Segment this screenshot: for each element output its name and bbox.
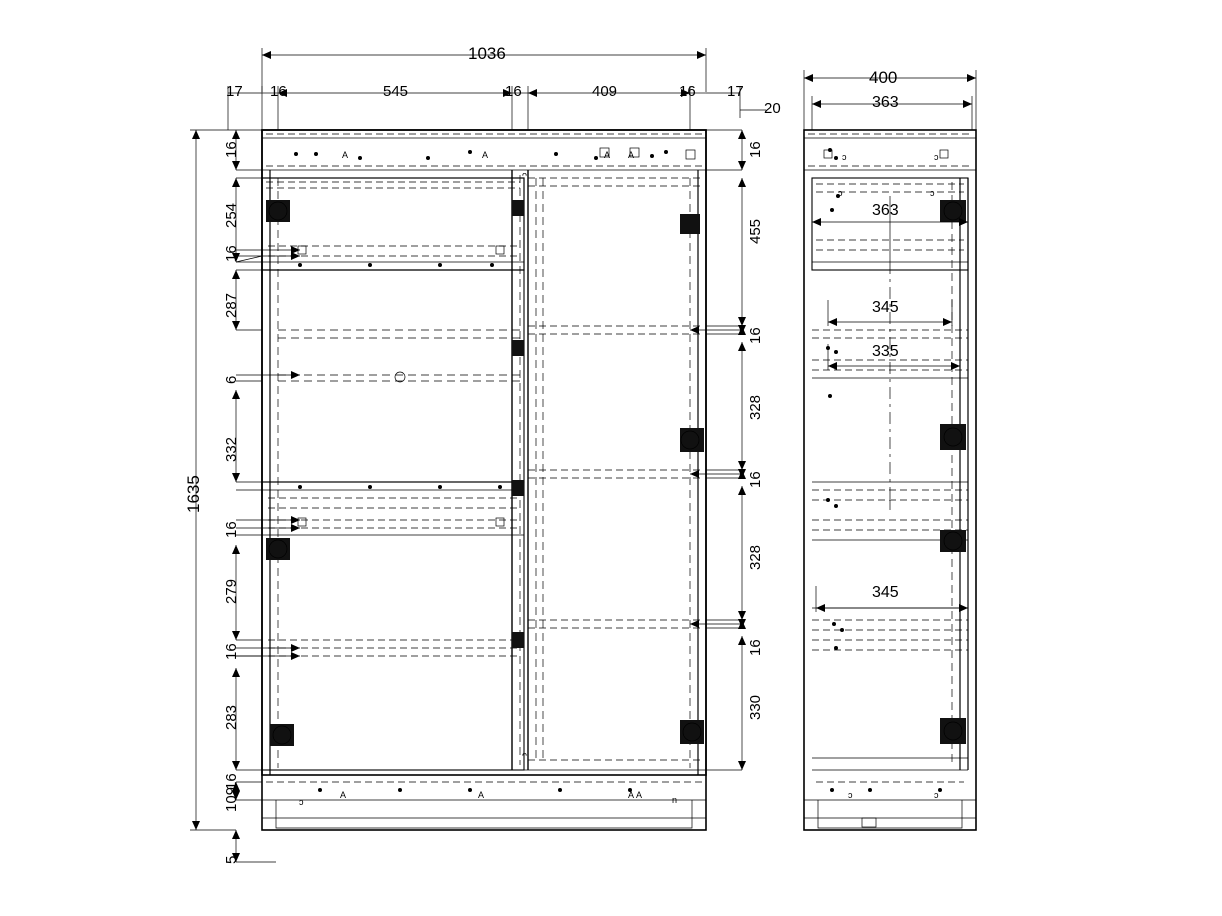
svg-text:ɔ: ɔ xyxy=(930,188,935,198)
dim-side-363-top: 363 xyxy=(872,94,899,111)
dim-top-16-c: 16 xyxy=(679,83,696,100)
svg-text:A: A xyxy=(636,790,643,800)
dim-left-5: 5 xyxy=(223,855,240,864)
dim-left-332: 332 xyxy=(223,436,240,462)
dim-offset-20: 20 xyxy=(764,100,781,117)
dim-left-16-a: 16 xyxy=(223,141,240,158)
svg-text:ɔ: ɔ xyxy=(838,188,843,198)
svg-text:ɔ: ɔ xyxy=(848,790,853,800)
svg-text:ɔ: ɔ xyxy=(842,152,847,162)
dim-top-17-right: 17 xyxy=(727,83,744,100)
dim-side-345-upper: 345 xyxy=(872,299,899,316)
dim-top-409: 409 xyxy=(592,83,618,100)
dim-right-455: 455 xyxy=(747,218,764,244)
dim-right-16-a: 16 xyxy=(747,141,764,158)
svg-text:n: n xyxy=(672,795,678,805)
svg-text:ɔ: ɔ xyxy=(934,790,939,800)
dim-top-545: 545 xyxy=(383,83,409,100)
svg-text:A: A xyxy=(628,150,635,160)
dim-left-6: 6 xyxy=(223,375,240,384)
dim-left-283: 283 xyxy=(223,704,240,730)
dim-side-335: 335 xyxy=(872,343,899,360)
dim-side-363-inner: 363 xyxy=(872,202,899,219)
dim-left-16-b: 16 xyxy=(223,245,240,262)
svg-text:ɔ: ɔ xyxy=(934,152,939,162)
dim-right-16-d: 16 xyxy=(747,639,764,656)
dim-right-16-c: 16 xyxy=(747,471,764,488)
svg-text:ᴖ: ᴖ xyxy=(522,170,528,180)
dim-top-17-left: 17 xyxy=(226,83,243,100)
dim-right-16-b: 16 xyxy=(747,327,764,344)
dim-height-1635: 1635 xyxy=(184,475,203,513)
dim-right-328-a: 328 xyxy=(747,394,764,420)
dim-left-287: 287 xyxy=(223,292,240,318)
dim-left-16-c: 16 xyxy=(223,521,240,538)
dim-right-330: 330 xyxy=(747,694,764,720)
dim-side-400: 400 xyxy=(869,68,898,87)
dim-left-16-e: 16 xyxy=(223,773,240,790)
dim-side-345-lower: 345 xyxy=(872,584,899,601)
svg-text:ᴖ: ᴖ xyxy=(522,750,528,760)
dim-top-16-a: 16 xyxy=(270,83,287,100)
svg-text:A: A xyxy=(342,150,349,160)
dim-left-16-d: 16 xyxy=(223,643,240,660)
svg-text:ɔ: ɔ xyxy=(299,797,304,807)
dim-top-16-b: 16 xyxy=(505,83,522,100)
svg-text:A: A xyxy=(604,150,611,160)
dim-width-1036: 1036 xyxy=(468,44,506,63)
svg-text:A: A xyxy=(340,790,347,800)
svg-text:A: A xyxy=(478,790,485,800)
dim-left-279: 279 xyxy=(223,578,240,604)
dim-left-109: 109 xyxy=(223,786,240,812)
dim-right-328-b: 328 xyxy=(747,544,764,570)
svg-text:A: A xyxy=(482,150,489,160)
dim-left-254: 254 xyxy=(223,202,240,228)
svg-text:A: A xyxy=(628,790,635,800)
